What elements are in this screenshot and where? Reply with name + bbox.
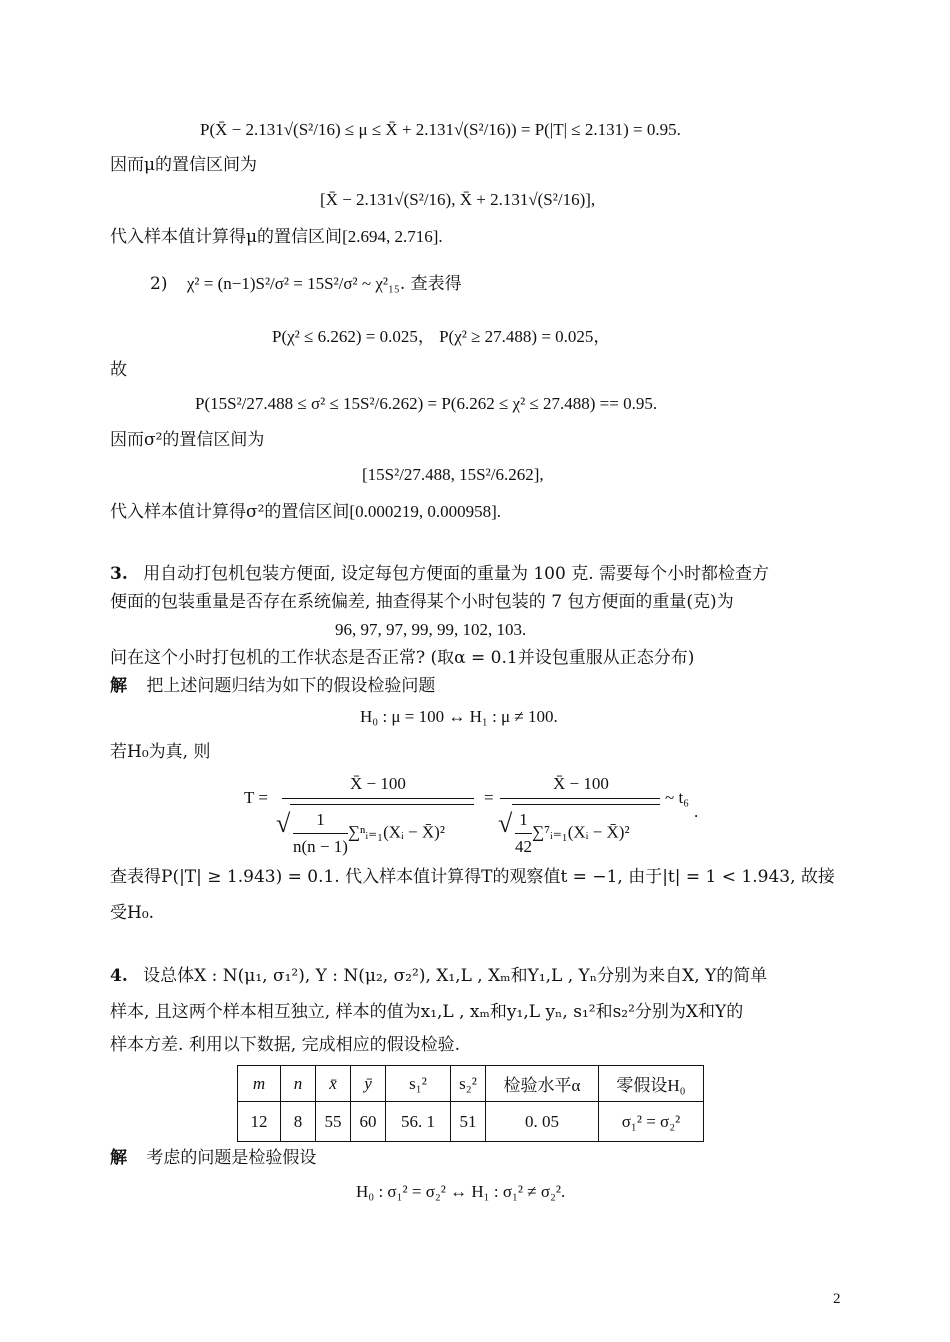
problem4-hypothesis: H₀ : σ₁² = σ₂² ↔ H₁ : σ₁² ≠ σ₂². [356, 1182, 566, 1201]
t-equals: = [484, 788, 494, 807]
sigma-ci-result [110, 500, 501, 524]
sigma-ci-intro: 因而σ²的置信区间为 [110, 430, 265, 450]
solution-text: 把上述问题归结为如下的假设检验问题 [146, 676, 436, 696]
problem3-hypothesis: H₀ : μ = 100 ↔ H₁ : μ ≠ 100. [360, 707, 558, 726]
chi-square-definition-line [150, 272, 462, 296]
problem4-text-line2: 样本, 且这两个样本相互独立, 样本的值为x₁,L , xₘ和y₁,L yₙ, s₁²和s₂²分别为X和Y的 [110, 1002, 744, 1022]
mu-ci-result-text: 代入样本值计算得μ的置信区间 [110, 227, 343, 247]
table-cell: 8 [281, 1102, 316, 1142]
part2-label: 2) [150, 274, 168, 294]
table-cell: 51 [451, 1102, 486, 1142]
table-header-cell: s₂² [451, 1066, 486, 1102]
problem3-number: 3. [110, 564, 128, 584]
t-fraction-bar-2 [500, 798, 660, 799]
mu-ci-result [110, 225, 443, 249]
problem3-conclusion-line1: 查表得P(|T| ≥ 1.943) = 0.1. 代入样本值计算得T的观察值t = −1, 由于|t| = 1 < 1.943, 故接 [110, 867, 835, 887]
t-den-sum-1: ∑ⁿᵢ₌₁(Xᵢ − X̄)² [347, 822, 445, 842]
t-end-period: . [694, 802, 699, 821]
table-cell: 56. 1 [386, 1102, 451, 1142]
t-numerator-1: X̄ − 100 [350, 774, 406, 793]
sigma-ci-result-value: [0.000219, 0.000958]. [349, 502, 501, 521]
t-den-frac-num-2: 1 [515, 808, 532, 834]
problem3-question: 问在这个小时打包机的工作状态是否正常? (取α = 0.1并设包重服从正态分布) [110, 648, 695, 668]
sqrt-sign-2: √ [498, 809, 513, 838]
chi-square-table-lookup: P(χ² ≤ 6.262) = 0.025， P(χ² ≥ 27.488) = 0.025， [272, 327, 611, 346]
t-denominator-1 [293, 808, 445, 859]
t-den-frac-num-1: 1 [293, 808, 348, 834]
t-distribution: ~ t₆ [665, 788, 690, 807]
problem4-text: 设总体X : N(μ₁, σ₁²), Y : N(μ₂, σ₂²), X₁,L , Xₘ和Y₁,L , Yₙ分别为来自X, Y的简单 [143, 966, 768, 986]
mu-ci-formula: [X̄ − 2.131√(S²/16), X̄ + 2.131√(S²/16)], [320, 190, 596, 209]
sqrt-overline-1 [290, 804, 474, 805]
problem3-text: 用自动打包机包装方便面, 设定每包方便面的重量为 100 克. 需要每个小时都检查方 [143, 564, 770, 584]
solution-label: 解 [110, 1148, 127, 1168]
sqrt-sign-1: √ [276, 809, 291, 838]
table-header-cell: s₁² [386, 1066, 451, 1102]
table-cell: 0. 05 [486, 1102, 599, 1142]
solution-text: 考虑的问题是检验假设 [146, 1148, 317, 1168]
table-row [238, 1102, 704, 1142]
t-lhs: T = [244, 788, 268, 807]
t-den-fraction-1 [293, 808, 348, 859]
solution-label: 解 [110, 676, 127, 696]
table-cell: σ₁² = σ₂² [599, 1102, 704, 1142]
data-table [237, 1065, 704, 1142]
t-numerator-2: X̄ − 100 [553, 774, 609, 793]
table-header-cell: 零假设H₀ [599, 1066, 704, 1102]
problem4-number: 4. [110, 966, 128, 986]
table-header-cell: n [281, 1066, 316, 1102]
mu-ci-result-value: [2.694, 2.716]. [342, 227, 443, 246]
problem3-if-true: 若H₀为真, 则 [110, 742, 211, 762]
mu-ci-intro: 因而μ的置信区间为 [110, 155, 258, 175]
problem3-data: 96, 97, 97, 99, 99, 102, 103. [335, 620, 527, 639]
table-header-cell: 检验水平α [486, 1066, 599, 1102]
table-cell: 12 [238, 1102, 281, 1142]
problem4-text-line3: 样本方差. 利用以下数据, 完成相应的假设检验. [110, 1035, 461, 1055]
table-header-cell: ȳ [351, 1066, 386, 1102]
table-header-cell: x̄ [316, 1066, 351, 1102]
table-cell: 55 [316, 1102, 351, 1142]
problem3-text-line2: 便面的包装重量是否存在系统偏差, 抽查得某个小时包装的 7 包方便面的重量(克)为 [110, 592, 734, 612]
table-cell: 60 [351, 1102, 386, 1142]
sigma-ci-result-text: 代入样本值计算得σ²的置信区间 [110, 502, 350, 522]
sigma-probability: P(15S²/27.488 ≤ σ² ≤ 15S²/6.262) = P(6.262 ≤ χ² ≤ 27.488) == 0.95. [195, 394, 658, 413]
sqrt-overline-2 [512, 804, 660, 805]
problem3-text-line1 [110, 562, 769, 586]
problem4-solution-line [110, 1146, 316, 1170]
problem4-text-line1 [110, 964, 767, 988]
t-den-frac-den-1: n(n − 1) [293, 837, 348, 856]
sigma-ci-formula: [15S²/27.488, 15S²/6.262], [362, 465, 544, 484]
page-number: 2 [833, 1291, 841, 1307]
chi-square-definition: χ² = (n−1)S²/σ² = 15S²/σ² ~ χ²₁₅ [186, 274, 400, 293]
t-denominator-2 [515, 808, 630, 859]
table-header-cell: m [238, 1066, 281, 1102]
therefore-label: 故 [110, 360, 127, 380]
t-den-sum-2: ∑⁷ᵢ₌₁(Xᵢ − X̄)² [532, 822, 630, 842]
chi-square-suffix: . 查表得 [399, 274, 462, 294]
t-den-frac-den-2: 42 [515, 837, 532, 856]
t-fraction-bar-1 [282, 798, 474, 799]
t-den-fraction-2 [515, 808, 532, 859]
problem3-solution-line [110, 674, 435, 698]
table-header-row [238, 1066, 704, 1102]
t-interval-probability: P(X̄ − 2.131√(S²/16) ≤ μ ≤ X̄ + 2.131√(S²/16)) = P(|T| ≤ 2.131) = 0.95. [200, 120, 681, 139]
problem3-conclusion-line2: 受H₀. [110, 903, 155, 923]
